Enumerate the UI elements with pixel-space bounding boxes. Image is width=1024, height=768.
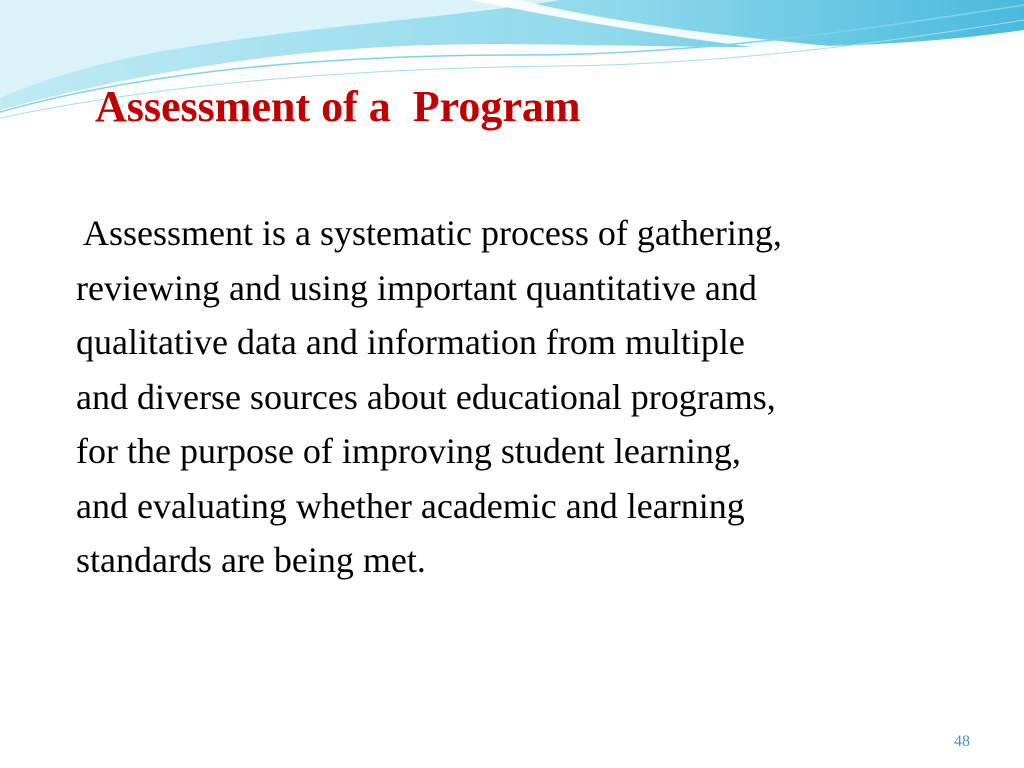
body-line: reviewing and using important quantitative and (76, 267, 757, 308)
body-line: and evaluating whether academic and learning (76, 485, 745, 526)
slide-body-text (76, 206, 976, 588)
body-line: standards are being met. (76, 540, 426, 580)
slide-title: Assessment of a Program (95, 82, 581, 131)
body-line: for the purpose of improving student learning, (76, 431, 741, 471)
body-line: Assessment is a systematic process of gathering, (83, 213, 782, 253)
body-line: qualitative data and information from multiple (76, 322, 745, 362)
body-line: and diverse sources about educational programs, (76, 376, 776, 417)
page-number: 48 (954, 733, 970, 750)
